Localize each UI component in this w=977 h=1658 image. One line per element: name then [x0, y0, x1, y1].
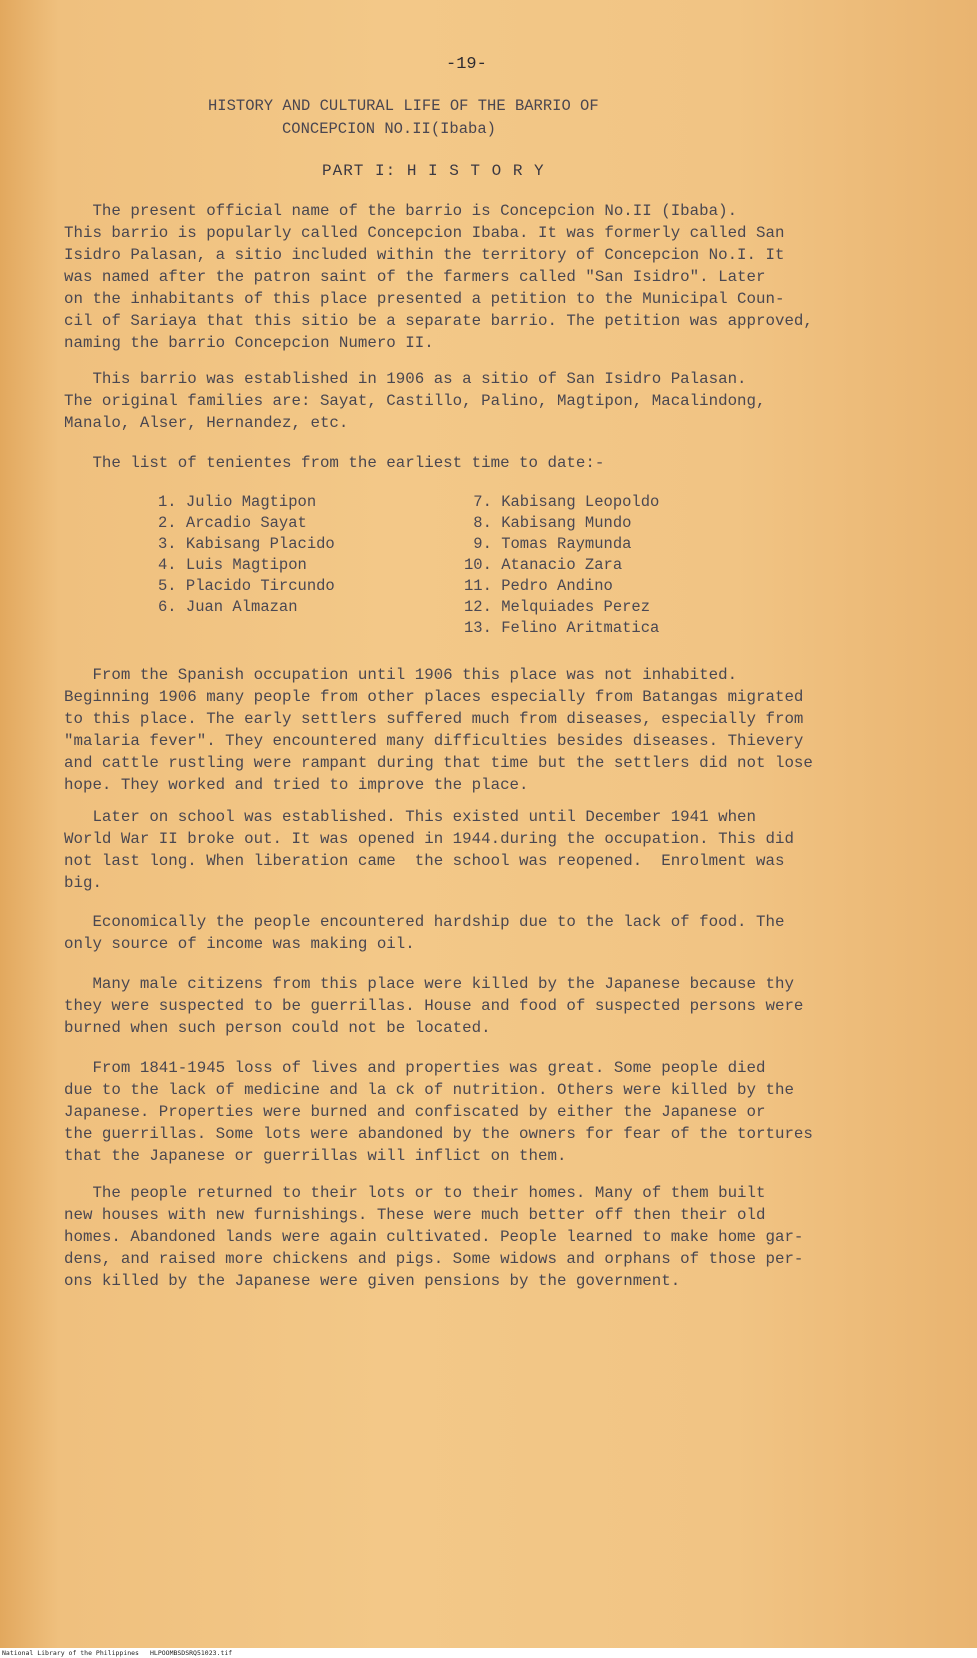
- paragraph-line: was named after the patron saint of the farmers called "San Isidro". Later: [64, 268, 766, 286]
- paragraph-line: burned when such person could not be located.: [64, 1019, 491, 1037]
- paragraph-line: hope. They worked and tried to improve the place.: [64, 776, 529, 794]
- paragraph-return-home: [64, 1182, 924, 1292]
- paragraph-line: The people returned to their lots or to their homes. Many of them built: [64, 1184, 766, 1202]
- teniente-list-item: 3. Kabisang Placido: [158, 535, 335, 553]
- paragraph-line: This barrio is popularly called Concepcion Ibaba. It was formerly called San: [64, 224, 785, 242]
- paragraph-line: the guerrillas. Some lots were abandoned by the owners for fear of the tortures: [64, 1125, 813, 1143]
- paragraph-line: The original families are: Sayat, Castillo, Palino, Magtipon, Macalindong,: [64, 392, 766, 410]
- paragraph-school: [64, 806, 924, 894]
- paragraph-line: to this place. The early settlers suffered much from diseases, especially from: [64, 710, 804, 728]
- paragraph-tenientes-intro: [64, 452, 924, 474]
- paragraph-line: naming the barrio Concepcion Numero II.: [64, 334, 434, 352]
- paragraph-spanish-occupation: [64, 664, 924, 796]
- teniente-list-item: 5. Placido Tircundo: [158, 577, 335, 595]
- paragraph-line: and cattle rustling were rampant during that time but the settlers did not lose: [64, 754, 813, 772]
- document-title-line-2: CONCEPCION NO.II(Ibaba): [282, 120, 496, 138]
- teniente-list-item: 4. Luis Magtipon: [158, 556, 307, 574]
- paragraph-line: "malaria fever". They encountered many difficulties besides diseases. Thievery: [64, 732, 804, 750]
- paragraph-line: due to the lack of medicine and la ck of nutrition. Others were killed by the: [64, 1081, 794, 1099]
- paragraph-line: homes. Abandoned lands were again cultivated. People learned to make home gar-: [64, 1228, 804, 1246]
- paragraph-line: Manalo, Alser, Hernandez, etc.: [64, 414, 349, 432]
- document-title-line-1: HISTORY AND CULTURAL LIFE OF THE BARRIO OF: [208, 97, 599, 115]
- paragraph-line: that the Japanese or guerrillas will inflict on them.: [64, 1147, 567, 1165]
- paragraph-japanese-killings: [64, 973, 924, 1039]
- teniente-list-item: 12. Melquiades Perez: [464, 598, 651, 616]
- tenientes-list-left: [158, 492, 335, 618]
- teniente-list-item: 10. Atanacio Zara: [464, 556, 623, 574]
- paragraph-establishment: [64, 368, 924, 434]
- paragraph-line: World War II broke out. It was opened in 1944.during the occupation. This did: [64, 830, 794, 848]
- teniente-list-item: 1. Julio Magtipon: [158, 493, 317, 511]
- paragraph-line: Many male citizens from this place were killed by the Japanese because thy: [64, 975, 794, 993]
- paragraph-war-losses: [64, 1057, 924, 1167]
- teniente-list-item: 9. Tomas Raymunda: [464, 535, 632, 553]
- tenientes-list-right: [464, 492, 659, 639]
- paragraph-line: ons killed by the Japanese were given pensions by the government.: [64, 1272, 681, 1290]
- paragraph-line: From 1841-1945 loss of lives and properties was great. Some people died: [64, 1059, 766, 1077]
- teniente-list-item: 11. Pedro Andino: [464, 577, 613, 595]
- scan-footer: [0, 1648, 977, 1658]
- teniente-list-item: 13. Felino Aritmatica: [464, 619, 660, 637]
- paragraph-line: they were suspected to be guerrillas. House and food of suspected persons were: [64, 997, 804, 1015]
- paragraph-line: only source of income was making oil.: [64, 935, 415, 953]
- paragraph-line: Economically the people encountered hardship due to the lack of food. The: [64, 913, 785, 931]
- paragraph-line: The present official name of the barrio is Concepcion No.II (Ibaba).: [64, 202, 738, 220]
- paragraph-line: big.: [64, 874, 102, 892]
- teniente-list-item: 6. Juan Almazan: [158, 598, 298, 616]
- paragraph-economy: [64, 911, 924, 955]
- paragraph-line: Beginning 1906 many people from other places especially from Batangas migrated: [64, 688, 804, 706]
- paragraph-line: dens, and raised more chickens and pigs. Some widows and orphans of those per-: [64, 1250, 804, 1268]
- paragraph-line: not last long. When liberation came the school was reopened. Enrolment was: [64, 852, 785, 870]
- paragraph-line: Isidro Palasan, a sitio included within the territory of Concepcion No.I. It: [64, 246, 785, 264]
- paragraph-line: cil of Sariaya that this sitio be a separate barrio. The petition was approved,: [64, 312, 813, 330]
- footer-file-id: HLPOOMBSDSRQ51023.tif: [150, 1649, 233, 1657]
- teniente-list-item: 8. Kabisang Mundo: [464, 514, 632, 532]
- paragraph-line: new houses with new furnishings. These were much better off then their old: [64, 1206, 766, 1224]
- page-number: -19-: [446, 55, 487, 74]
- paragraph-line: Japanese. Properties were burned and confiscated by either the Japanese or: [64, 1103, 766, 1121]
- teniente-list-item: 2. Arcadio Sayat: [158, 514, 307, 532]
- teniente-list-item: 7. Kabisang Leopoldo: [464, 493, 660, 511]
- paragraph-line: The list of tenientes from the earliest time to date:-: [64, 454, 605, 472]
- paragraph-line: This barrio was established in 1906 as a sitio of San Isidro Palasan.: [64, 370, 747, 388]
- paragraph-line: on the inhabitants of this place presented a petition to the Municipal Coun-: [64, 290, 785, 308]
- footer-library-name: National Library of the Philippines: [2, 1649, 139, 1657]
- paragraph-line: From the Spanish occupation until 1906 this place was not inhabited.: [64, 666, 738, 684]
- paragraph-official-name: [64, 200, 924, 354]
- part-heading: PART I: H I S T O R Y: [322, 162, 545, 180]
- paragraph-line: Later on school was established. This existed until December 1941 when: [64, 808, 757, 826]
